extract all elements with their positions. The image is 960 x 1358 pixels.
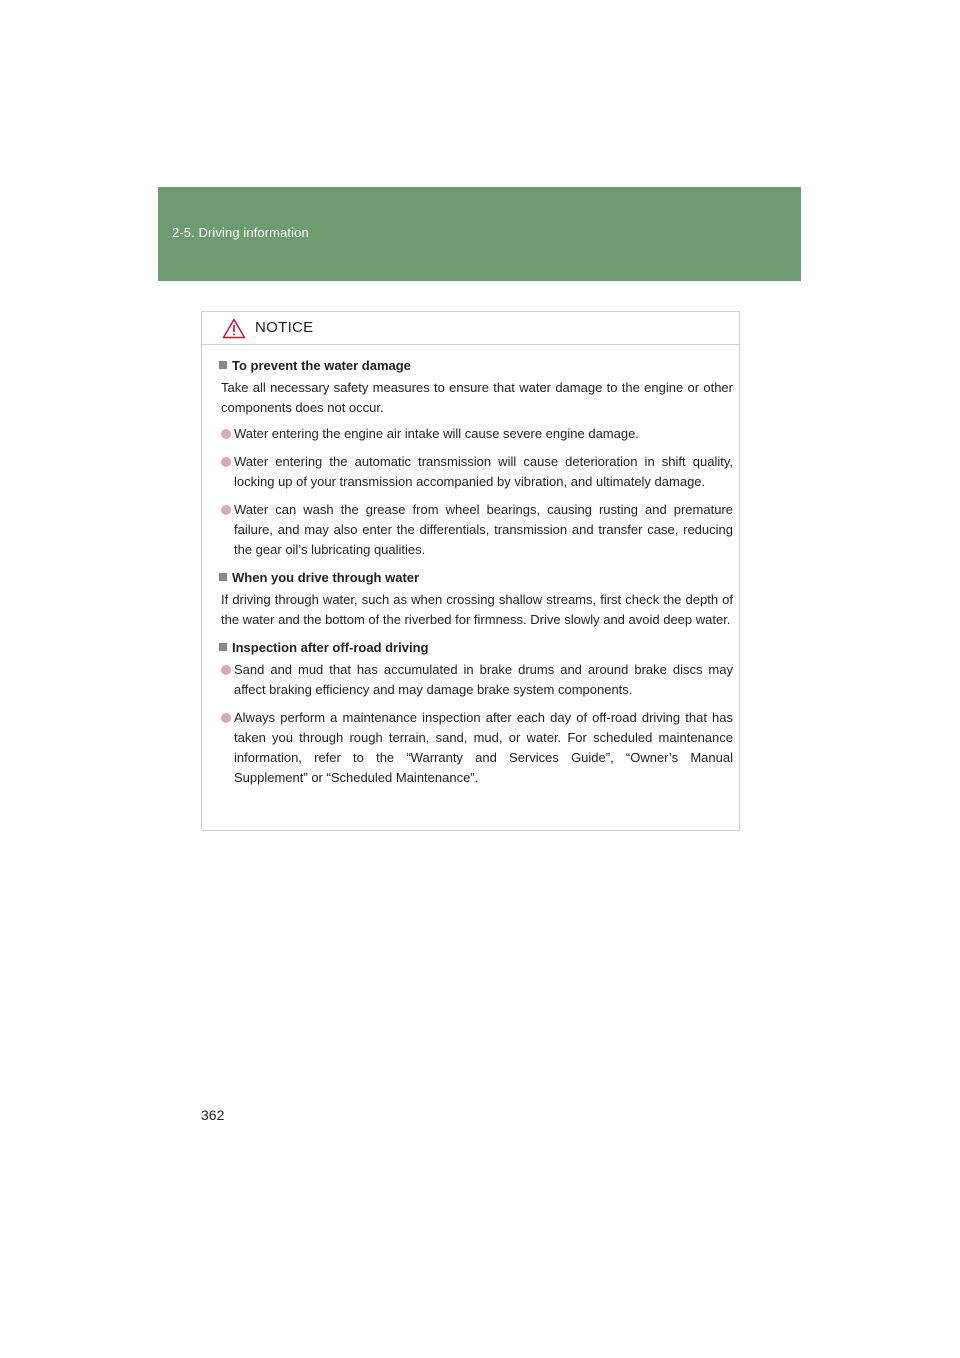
- notice-title: NOTICE: [255, 319, 314, 336]
- notice-box: [201, 311, 740, 831]
- heading-square-icon: [219, 573, 227, 581]
- list-item: Water entering the engine air intake will cause severe engine damage.: [219, 424, 733, 444]
- list-item: Always perform a maintenance inspection after each day of off-road driving that has taken you through rough terrain, sand, mud, or water. For scheduled maintenance information, refer to the “Warranty and Services Guide”, “Owner’s Manual Supplement” or “Scheduled Maintenance”.: [219, 708, 733, 788]
- bullet-dot-icon: [221, 665, 231, 675]
- list-item: Water entering the automatic transmission will cause deterioration in shift quality, locking up of your transmission accompanied by vibration, and ultimately damage.: [219, 452, 733, 492]
- section-heading: To prevent the water damage: [232, 358, 411, 373]
- bullet-dot-icon: [221, 713, 231, 723]
- header-band: [158, 187, 801, 281]
- bullet-dot-icon: [221, 505, 231, 515]
- bullet-dot-icon: [221, 457, 231, 467]
- section-water-damage: [219, 356, 733, 560]
- section-inspection: [219, 638, 733, 788]
- notice-body: [202, 345, 739, 788]
- section-heading: Inspection after off-road driving: [232, 640, 429, 655]
- section-title: 2-5. Driving information: [172, 225, 309, 240]
- heading-square-icon: [219, 361, 227, 369]
- list-item: Sand and mud that has accumulated in brake drums and around brake discs may affect braking efficiency and may damage brake system components.: [219, 660, 733, 700]
- heading-square-icon: [219, 643, 227, 651]
- section-text: If driving through water, such as when crossing shallow streams, first check the depth of the water and the bottom of the riverbed for firmness. Drive slowly and avoid deep water.: [221, 592, 733, 627]
- section-text: Take all necessary safety measures to ensure that water damage to the engine or other components does not occur.: [221, 380, 733, 415]
- page-number: 362: [201, 1107, 225, 1123]
- list-item: Water can wash the grease from wheel bearings, causing rusting and premature failure, and may also enter the differentials, transmission and transfer case, reducing the gear oil’s lubricating qualities.: [219, 500, 733, 560]
- section-drive-through-water: [219, 568, 733, 630]
- bullet-dot-icon: [221, 429, 231, 439]
- section-heading: When you drive through water: [232, 570, 420, 585]
- warning-triangle-icon: [222, 318, 246, 339]
- notice-header: [202, 312, 739, 345]
